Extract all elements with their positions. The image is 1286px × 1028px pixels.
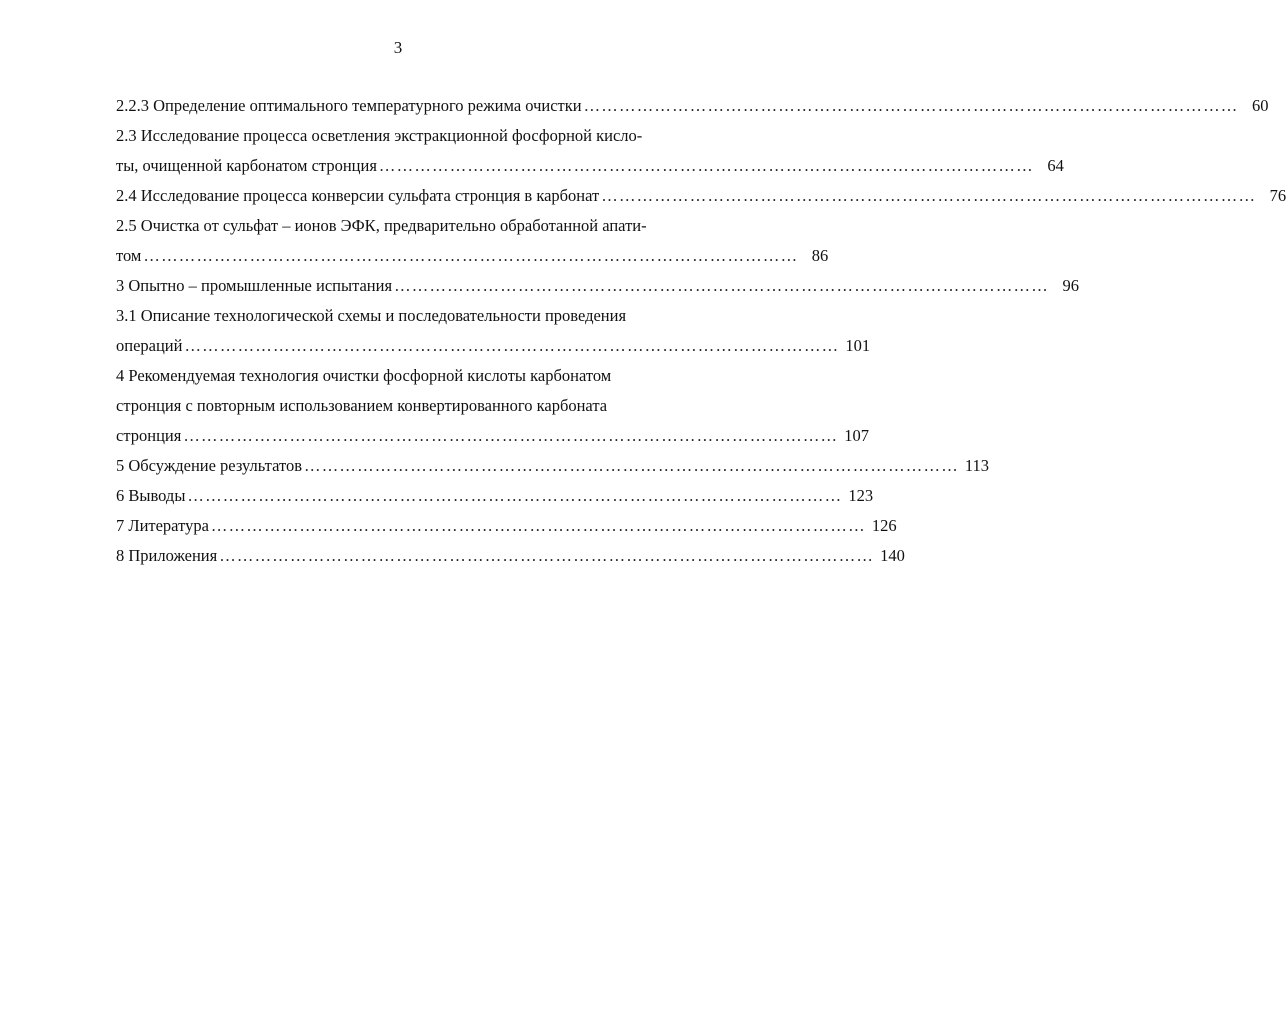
dot-leader: ………………………………………………………………………………………………… (210, 516, 866, 535)
table-of-contents (116, 91, 1286, 571)
toc-entry-title: стронция с повторным использованием конвертированного карбоната (116, 396, 608, 415)
toc-entry-page: 64 (1047, 156, 1064, 175)
toc-entry-page: 96 (1062, 276, 1079, 295)
toc-entry-title: 2.3 Исследование процесса осветления экстракционной фосфорной кисло- (116, 126, 643, 145)
toc-entry-page: 126 (871, 516, 897, 535)
toc-entry-3-1-line-1 (116, 301, 744, 331)
dot-leader: ………………………………………………………………………………………………… (183, 426, 839, 445)
toc-entry-page: 113 (964, 456, 990, 475)
toc-entry-page: 140 (880, 546, 905, 565)
toc-entry-4 (116, 421, 869, 451)
toc-entry-3-1 (116, 331, 871, 361)
dot-leader: ………………………………………………………………………………………………… (219, 546, 875, 565)
dot-leader: ………………………………………………………………………………………………… (601, 186, 1257, 205)
dot-leader: ………………………………………………………………………………………………… (583, 96, 1239, 115)
toc-entry-7 (116, 511, 897, 541)
dot-leader: ………………………………………………………………………………………………… (184, 336, 840, 355)
toc-entry-2-3-line-1 (116, 121, 744, 151)
toc-entry-2-4 (116, 181, 1286, 211)
toc-entry-title: ты, очищенной карбонатом стронция (116, 156, 377, 175)
toc-entry-page: 107 (844, 426, 869, 445)
toc-entry-title: 4 Рекомендуемая технология очистки фосфорной кислоты карбонатом (116, 366, 612, 385)
toc-entry-page: 60 (1252, 96, 1269, 115)
dot-leader: ………………………………………………………………………………………………… (143, 246, 799, 265)
toc-entry-title: том (116, 246, 142, 265)
dot-leader: ………………………………………………………………………………………………… (378, 156, 1034, 175)
dot-leader: ………………………………………………………………………………………………… (394, 276, 1049, 295)
toc-entry-title: операций (116, 336, 183, 355)
toc-entry-title: 8 Приложения (116, 546, 218, 565)
toc-entry-title: 5 Обсуждение результатов (116, 456, 302, 475)
toc-entry-page: 123 (848, 486, 874, 505)
toc-entry-title: стронция (116, 426, 182, 445)
toc-entry-4-line-1 (116, 361, 744, 391)
toc-entry-6 (116, 481, 874, 511)
toc-entry-2-5-line-1 (116, 211, 744, 241)
toc-entry-8 (116, 541, 905, 571)
toc-entry-page: 86 (811, 246, 829, 265)
toc-entry-title: 3 Опытно – промышленные испытания (116, 276, 393, 295)
toc-entry-page: 101 (845, 336, 871, 355)
dot-leader: ………………………………………………………………………………………………… (304, 456, 959, 475)
toc-entry-title: 2.4 Исследование процесса конверсии сульфата стронция в карбонат (116, 186, 600, 205)
toc-entry-2-2-3 (116, 91, 1269, 121)
toc-entry-page: 76 (1269, 186, 1286, 205)
toc-entry-2-5 (116, 241, 829, 271)
page-number: 3 (393, 38, 403, 57)
toc-entry-title: 6 Выводы (116, 486, 186, 505)
toc-entry-title: 7 Литература (116, 516, 209, 535)
toc-entry-title: 3.1 Описание технологической схемы и последовательности проведения (116, 306, 627, 325)
toc-entry-2-3 (116, 151, 1064, 181)
toc-entry-3 (116, 271, 1079, 301)
dot-leader: ………………………………………………………………………………………………… (187, 486, 843, 505)
toc-entry-title: 2.5 Очистка от сульфат – ионов ЭФК, предварительно обработанной апати- (116, 216, 647, 235)
toc-entry-5 (116, 451, 990, 481)
toc-entry-title: 2.2.3 Определение оптимального температурного режима очистки (116, 96, 582, 115)
toc-entry-4-line-2 (116, 391, 744, 421)
